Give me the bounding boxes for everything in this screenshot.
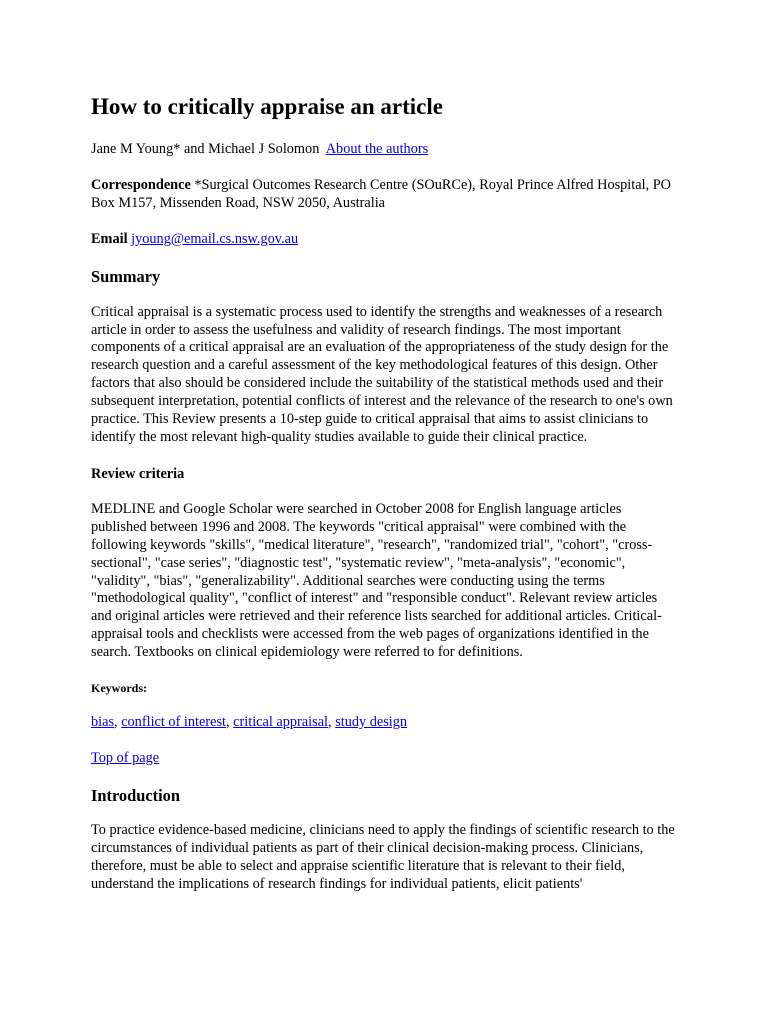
authors: Jane M Young* and Michael J Solomon [91, 141, 320, 157]
keywords-heading: Keywords: [91, 681, 147, 696]
correspondence-text: *Surgical Outcomes Research Centre (SOuRCe), Royal Prince Alfred Hospital, PO Box M157, Missenden Road, NSW 2050, Australia [91, 176, 671, 211]
summary-text: Critical appraisal is a systematic process used to identify the strengths and weaknesses of a research article in order to assess the usefulness and validity of research findings. The most important components of a critical appraisal are an evaluation of the appropriateness of the study design for the research question and a careful assessment of the key methodological features of this design. Other factors that also should be considered include the suitability of the statistical methods used and their subsequent interpretation, potential conflicts of interest and the relevance of the research to one's own practice. This Review presents a 10-step guide to critical appraisal that aims to assist clinicians to identify the most relevant high-quality studies available to guide their clinical practice. [91, 303, 673, 445]
article-title: How to critically appraise an article [91, 94, 443, 119]
keyword-link[interactable]: conflict of interest [121, 714, 226, 731]
top-of-page-link[interactable]: Top of page [91, 749, 160, 766]
introduction-heading: Introduction [91, 785, 180, 805]
keyword-link[interactable]: bias [91, 714, 115, 731]
top-of-page-container [91, 750, 678, 768]
summary-heading: Summary [91, 266, 161, 286]
keyword-link[interactable]: study design [335, 714, 408, 731]
review-criteria-heading: Review criteria [91, 465, 185, 482]
correspondence-label: Correspondence [91, 176, 191, 193]
introduction-text: To practice evidence-based medicine, clinicians need to apply the findings of scientific research to the circumstances of individual patients as part of their clinical decision-making process. Clinicians, therefore, must be able to select and appraise scientific literature that is relevant to their field, understand the implications of research findings for individual patients, elicit patients' [91, 821, 675, 892]
email-label: Email [91, 230, 128, 247]
keywords-list [91, 714, 678, 732]
review-criteria-text: MEDLINE and Google Scholar were searched in October 2008 for English language articles published between 1996 and 2008. The keywords "critical appraisal" were combined with the following keywords "skills", "medical literature", "research", "randomized trial", "cohort", "cross-sectional", "case series", "diagnostic test", "systematic review", "meta-analysis", "economic", "validity", "bias", "generalizability". Additional searches were conducting using the terms "methodological quality", "conflict of interest" and "responsible conduct". Relevant review articles and original articles were retrieved and their reference lists searched for additional articles. Critical-appraisal tools and checklists were accessed from the web pages of organizations identified in the search. Textbooks on clinical epidemiology were referred to for definitions. [91, 500, 662, 661]
keyword-separator: , [328, 714, 336, 731]
about-authors-link[interactable]: About the authors [325, 141, 429, 157]
keyword-separator: , [114, 714, 122, 731]
keyword-separator: , [226, 714, 234, 731]
email-line [91, 231, 678, 249]
keyword-link[interactable]: critical appraisal [233, 714, 329, 731]
byline [91, 141, 678, 159]
correspondence [91, 177, 678, 213]
email-link[interactable]: jyoung@email.cs.nsw.gov.au [131, 230, 299, 247]
